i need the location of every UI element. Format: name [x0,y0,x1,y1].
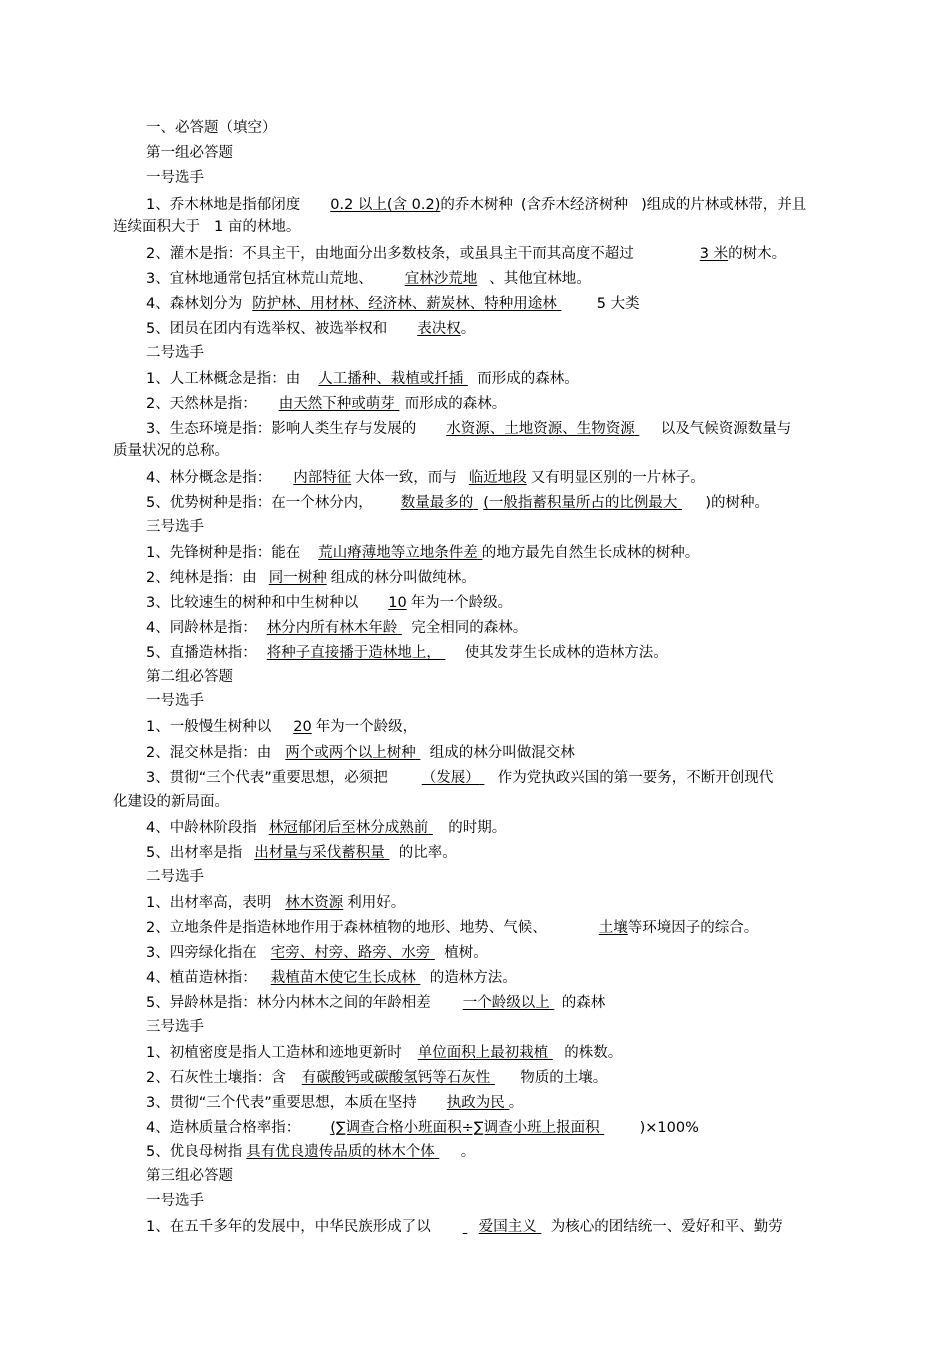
question-line: 2、混交林是指：由 两个或两个以上树种 组成的林分叫做混交林 [146,745,575,761]
question-line: 连续面积大于 1 亩的林地。 [113,219,301,235]
answer-blank: 一个龄级以上 [462,995,550,1011]
answer-blank: 人工播种、栽植或扦插 [318,371,464,387]
answer-blank: (一般指蓄积量所占的比例最大 [483,495,678,511]
question-line: 5、出材率是指 出材量与采伐蓄积量 的比率。 [146,845,457,861]
player-label: 一号选手 [146,1193,204,1209]
question-line: 4、植苗造林指： 栽植苗木使它生长成林 的造林方法。 [146,970,517,986]
question-line: 5、优势树种是指：在一个林分内， 数量最多的 (一般指蓄积量所占的比例最大 )的树种。 [146,495,770,511]
question-line: 5、直播造林指： 将种子直接播于造林地上， 使其发芽生长成林的造林方法。 [146,645,668,661]
question-line: 5、异龄林是指：林分内林木之间的年龄相差 一个龄级以上 的森林 [146,995,606,1011]
answer-blank: 10 [388,595,407,611]
question-line: 3、四旁绿化指在 宅旁、村旁、路旁、水旁 植树。 [146,945,488,961]
question-line: 1、一般慢生树种以 20 年为一个龄级， [146,719,418,735]
player-label: 一号选手 [146,693,204,709]
answer-blank: 由天然下种或萌芽 [278,396,395,412]
group-title: 第三组必答题 [146,1168,233,1184]
question-line: 3、比较速生的树种和中生树种以 10 年为一个龄级。 [146,595,513,611]
question-line: 5、优良母树指 具有优良遗传品质的林木个体 。 [146,1144,476,1160]
answer-blank: 同一树种 [268,570,327,586]
answer-blank: 防护林、用材林、经济林、薪炭林、特种用途林 [252,296,557,312]
question-line: 1、在五千多年的发展中，中华民族形成了以 爱国主义 为核心的团结统一、爱好和平、勤劳 [146,1219,783,1235]
answer-blank: 有碳酸钙或碳酸氢钙等石灰性 [301,1070,491,1086]
answer-blank: 两个或两个以上树种 [285,745,416,761]
answer-blank: 栽植苗木使它生长成林 [270,970,416,986]
section-heading: 一、必答题（填空） [146,120,277,136]
question-line: 3、贯彻“三个代表”重要思想，本质在坚持 执政为民 。 [146,1095,524,1111]
answer-blank: 数量最多的 [400,495,474,511]
answer-blank: 宅旁、村旁、路旁、水旁 [270,945,431,961]
question-line: 2、石灰性土壤指：含 有碳酸钙或碳酸氢钙等石灰性 物质的土壤。 [146,1070,608,1086]
question-line: 2、纯林是指：由 同一树种 组成的林分叫做纯林。 [146,570,476,586]
player-label: 二号选手 [146,345,204,361]
answer-blank: 出材量与采伐蓄积量 [254,845,385,861]
answer-blank: （发展） [421,770,480,786]
answer-blank: 土壤 [598,920,628,936]
answer-blank: 爱国主义 [478,1219,537,1235]
answer-blank: (∑调查合格小班面积÷∑调查小班上报面积 [330,1120,600,1136]
group-title: 第二组必答题 [146,669,233,685]
answer-blank: 内部特征 [293,470,352,486]
question-line: 化建设的新局面。 [113,794,229,810]
question-line: 2、天然林是指： 由天然下种或萌芽 而形成的森林。 [146,396,507,412]
answer-blank: 水资源、土地资源、生物资源 [446,421,635,437]
question-line: 1、出材率高，表明 林木资源 利用好。 [146,895,406,911]
answer-blank: 执政为民 [446,1095,505,1111]
answer-blank: 具有优良遗传品质的林木个体 [246,1144,435,1160]
question-line: 1、初植密度是指人工造林和迹地更新时 单位面积上最初栽植 的株数。 [146,1045,623,1061]
question-line: 4、林分概念是指： 内部特征 大体一致，而与 临近地段 又有明显区别的一片林子。 [146,470,705,486]
player-label: 二号选手 [146,869,204,885]
question-line: 质量状况的总称。 [113,443,229,459]
question-line: 3、宜林地通常包括宜林荒山荒地、 宜林沙荒地 、其他宜林地。 [146,271,591,287]
answer-blank: 林木资源 [285,895,344,911]
question-line: 1、先锋树种是指：能在 荒山瘠薄地等立地条件差 的地方最先自然生长成林的树种。 [146,545,700,561]
question-line: 2、灌木是指：不具主干，由地面分出多数枝条，或虽具主干而其高度不超过 3 米的树木。 [146,246,787,262]
answer-blank: 宜林沙荒地 [404,271,478,287]
player-label: 三号选手 [146,1019,204,1035]
player-label: 一号选手 [146,170,204,186]
player-label: 三号选手 [146,519,204,535]
question-line: 1、乔木林地是指郁闭度 0.2 以上(含 0.2)的乔木树种 (含乔木经济树种 )组成的片林或林带，并且 [146,197,807,213]
answer-blank: 将种子直接播于造林地上， [266,645,441,661]
question-line: 1、人工林概念是指：由 人工播种、栽植或扦插 而形成的森林。 [146,371,579,387]
answer-blank: 荒山瘠薄地等立地条件差 [318,545,478,561]
answer-blank: 林分内所有林木年龄 [266,620,398,636]
question-line: 4、中龄林阶段指 林冠郁闭后至林分成熟前 的时期。 [146,820,507,836]
group-title: 第一组必答题 [146,145,233,161]
question-line: 4、同龄林是指： 林分内所有林木年龄 完全相同的森林。 [146,620,528,636]
answer-blank: 林冠郁闭后至林分成熟前 [268,820,429,836]
answer-blank: 表决权 [417,321,461,337]
answer-blank: 单位面积上最初栽植 [417,1045,549,1061]
answer-blank: 临近地段 [468,470,527,486]
question-line: 4、造林质量合格率指： (∑调查合格小班面积÷∑调查小班上报面积 )×100% [146,1120,699,1136]
question-line: 3、生态环境是指：影响人类生存与发展的 水资源、土地资源、生物资源 以及气候资源数量与 [146,421,792,437]
question-line: 4、森林划分为 防护林、用材林、经济林、薪炭林、特种用途林 5 大类 [146,296,640,312]
answer-blank: 3 米 [699,246,729,262]
question-line: 2、立地条件是指造林地作用于森林植物的地形、地势、气候、 土壤等环境因子的综合。 [146,920,759,936]
question-line: 3、贯彻“三个代表”重要思想，必须把 （发展） 作为党执政兴国的第一要务，不断开创现代 [146,770,774,786]
question-line: 5、团员在团内有选举权、被选举权和 表决权。 [146,321,476,337]
answer-blank: 20 [293,719,312,735]
answer-blank: 0.2 以上(含 0.2) [330,197,441,213]
